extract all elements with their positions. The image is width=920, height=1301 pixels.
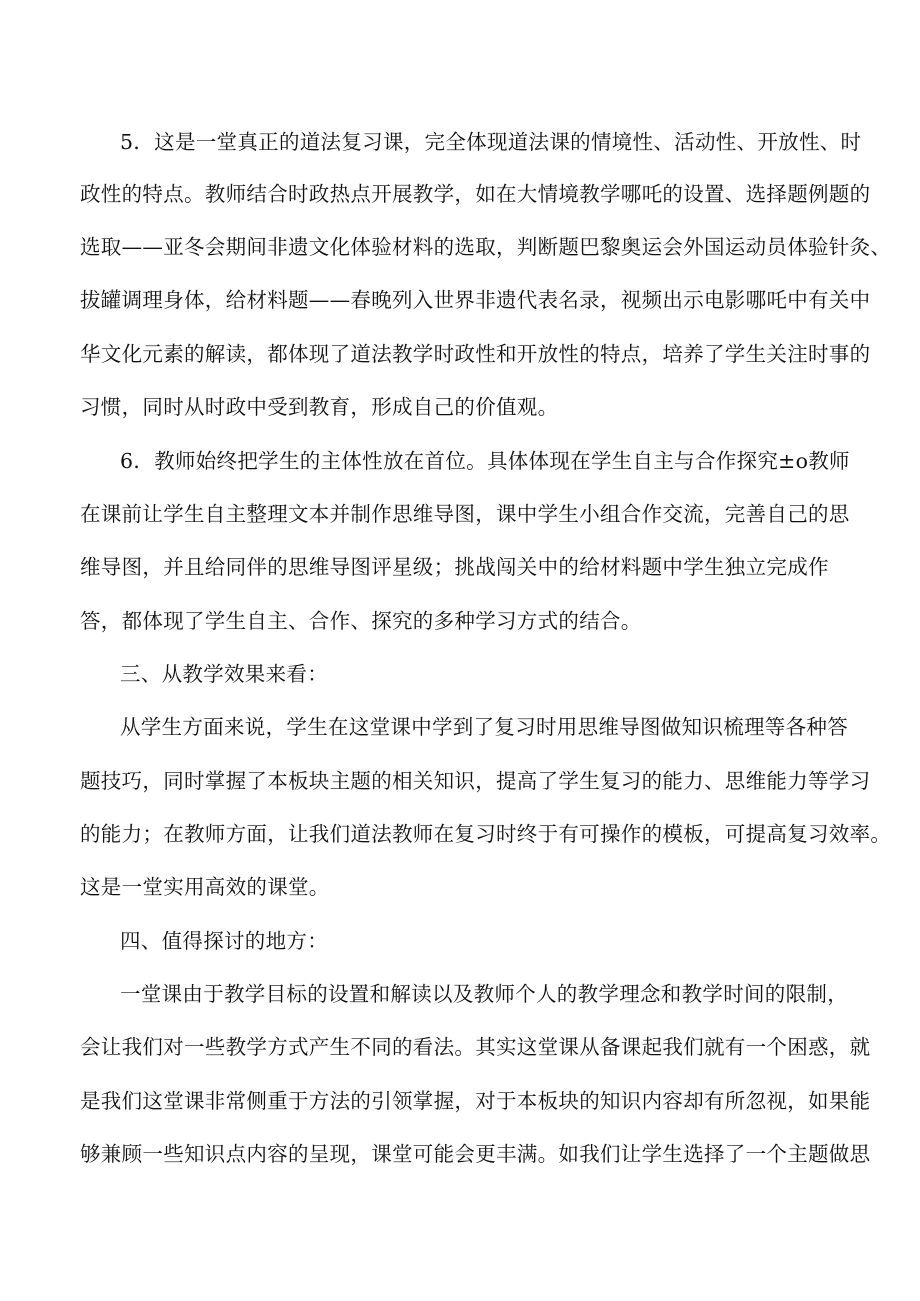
paragraph-6-line-2: 在课前让学生自主整理文本并制作思维导图，课中学生小组合作交流，完善自己的思 [80, 502, 850, 526]
paragraph-5-line-6: 习惯，同时从时政中受到教育，形成自己的价值观。 [80, 395, 559, 419]
paragraph-5-line-1: 5．这是一堂真正的道法复习课，完全体现道法课的情境性、活动性、开放性、时 [120, 130, 862, 154]
paragraph-6-line-4: 答，都体现了学生自主、合作、探究的多种学习方式的结合。 [80, 609, 642, 633]
paragraph-effect-line-3: 的能力；在教师方面，让我们道法教师在复习时终于有可操作的模板，可提高复习效率。 [80, 822, 892, 846]
paragraph-6-line-3: 维导图，并且给同伴的思维导图评星级；挑战闯关中的给材料题中学生独立完成作 [80, 555, 829, 579]
paragraph-discussion-line-2: 会让我们对一些教学方式产生不同的看法。其实这堂课从备课起我们就有一个困惑，就 [80, 1035, 871, 1059]
paragraph-discussion-line-4: 够兼顾一些知识点内容的呈现，课堂可能会更丰满。如我们让学生选择了一个主题做思 [80, 1142, 871, 1166]
paragraph-effect-line-2: 题技巧，同时掌握了本板块主题的相关知识，提高了学生复习的能力、思维能力等学习 [80, 769, 871, 793]
paragraph-effect-line-1: 从学生方面来说，学生在这堂课中学到了复习时用思维导图做知识梳理等各种答 [120, 715, 848, 739]
paragraph-5-line-5: 华文化元素的解读，都体现了道法教学时政性和开放性的特点，培养了学生关注时事的 [80, 342, 871, 366]
paragraph-5-line-3: 选取——亚冬会期间非遗文化体验材料的选取，判断题巴黎奥运会外国运动员体验针灸、 [80, 235, 892, 259]
paragraph-discussion-line-1: 一堂课由于教学目标的设置和解读以及教师个人的教学理念和教学时间的限制， [120, 982, 848, 1006]
paragraph-effect-line-4: 这是一堂实用高效的课堂。 [80, 875, 330, 899]
paragraph-5-line-4: 拔罐调理身体，给材料题——春晚列入世界非遗代表名录，视频出示电影哪吒中有关中 [80, 288, 871, 312]
paragraph-5-line-2: 政性的特点。教师结合时政热点开展教学，如在大情境教学哪吒的设置、选择题例题的 [80, 182, 871, 206]
section-heading-discussion: 四、值得探讨的地方： [120, 929, 328, 953]
paragraph-discussion-line-3: 是我们这堂课非常侧重于方法的引领掌握，对于本板块的知识内容却有所忽视，如果能 [80, 1089, 871, 1113]
section-heading-effect: 三、从教学效果来看： [120, 662, 328, 686]
paragraph-6-line-1: 6．教师始终把学生的主体性放在首位。具体体现在学生自主与合作探究±o教师 [120, 449, 850, 473]
